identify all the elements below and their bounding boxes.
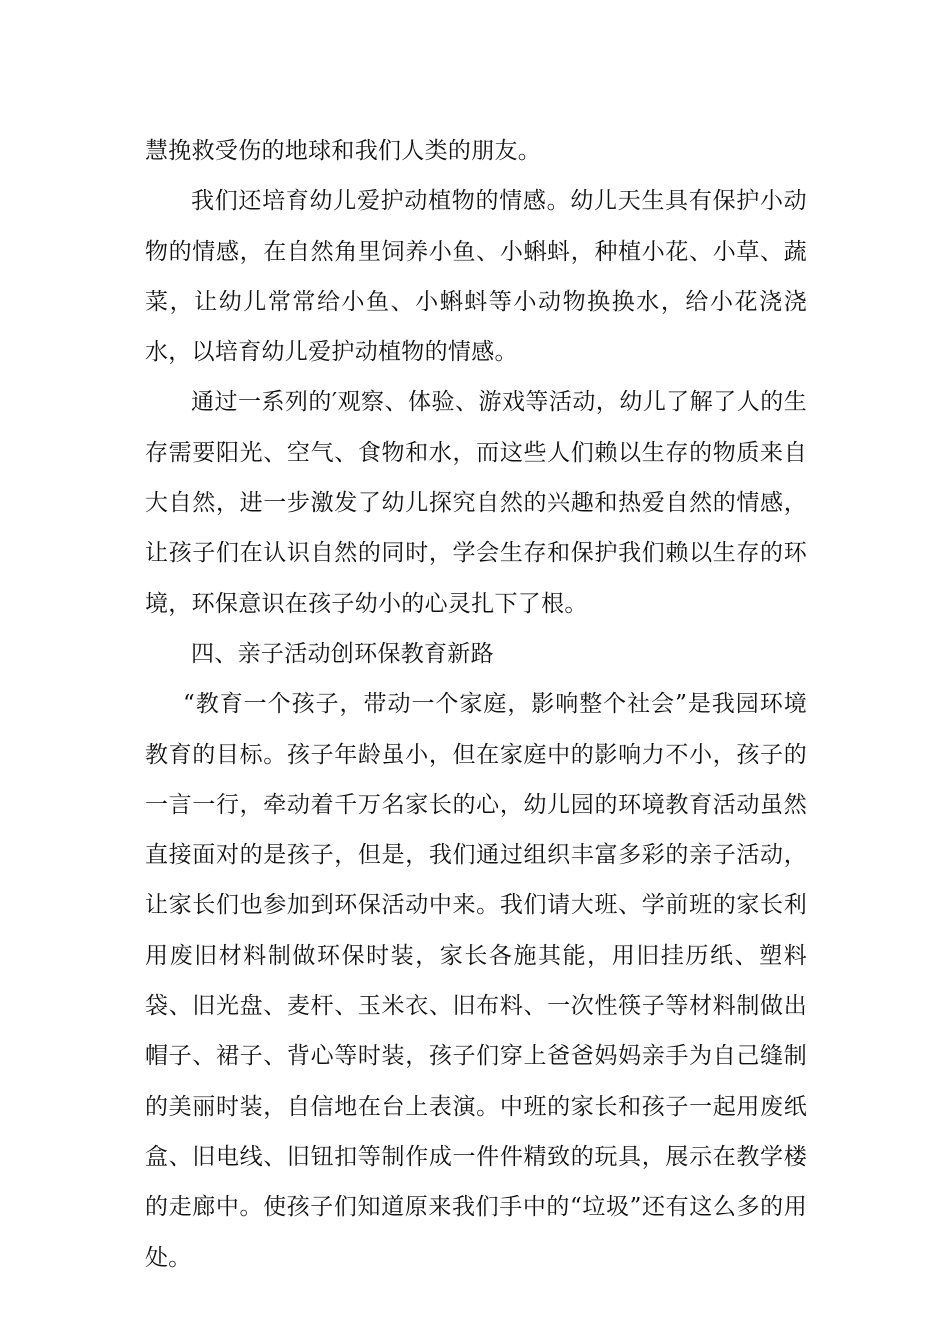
section-heading: 四、亲子活动创环保教育新路: [191, 640, 494, 667]
paragraph-plants-care: 我们还培育幼儿爱护动植物的情感。幼儿天生具有保护小动物的情感，在自然角里饲养小鱼、小蝌蚪，种植小花、小草、蔬菜，让幼儿常常给小鱼、小蝌蚪等小动物换换水，给小花浇浇水，以培育幼儿爱护动植物的情感。: [145, 188, 807, 366]
paragraph-parent-child-activities: “教育一个孩子，带动一个家庭，影响整个社会”是我园环境教育的目标。孩子年龄虽小，但在家庭中的影响力不小，孩子的一言一行，牵动着千万名家长的心，幼儿园的环境教育活动虽然直接面对的是孩子，但是，我们通过组织丰富多彩的亲子活动，让家长们也参加到环保活动中来。我们请大班、学前班的家长利用废旧材料制做环保时装，家长各施其能，用旧挂历纸、塑料袋、旧光盘、麦杆、玉米衣、旧布料、一次性筷子等材料制做出帽子、裙子、背心等时装，孩子们穿上爸爸妈妈亲手为自己缝制的美丽时装，自信地在台上表演。中班的家长和孩子一起用废纸盒、旧电线、旧钮扣等制作成一件件精致的玩具，展示在教学楼的走廊中。使孩子们知道原来我们手中的“垃圾”还有这么多的用处。: [145, 691, 807, 1271]
document-body: [145, 126, 807, 1283]
paragraph-continuation: 慧挽救受伤的地球和我们人类的朋友。: [145, 138, 542, 164]
paragraph-nature-activities: 通过一系列的′观察、体验、游戏等活动，幼儿了解了人的生存需要阳光、空气、食物和水，而这些人们赖以生存的物质来自大自然，进一步激发了幼儿探究自然的兴趣和热爱自然的情感，让孩子们在认识自然的同时，学会生存和保护我们赖以生存的环境，环保意识在孩子幼小的心灵扎下了根。: [145, 389, 807, 617]
